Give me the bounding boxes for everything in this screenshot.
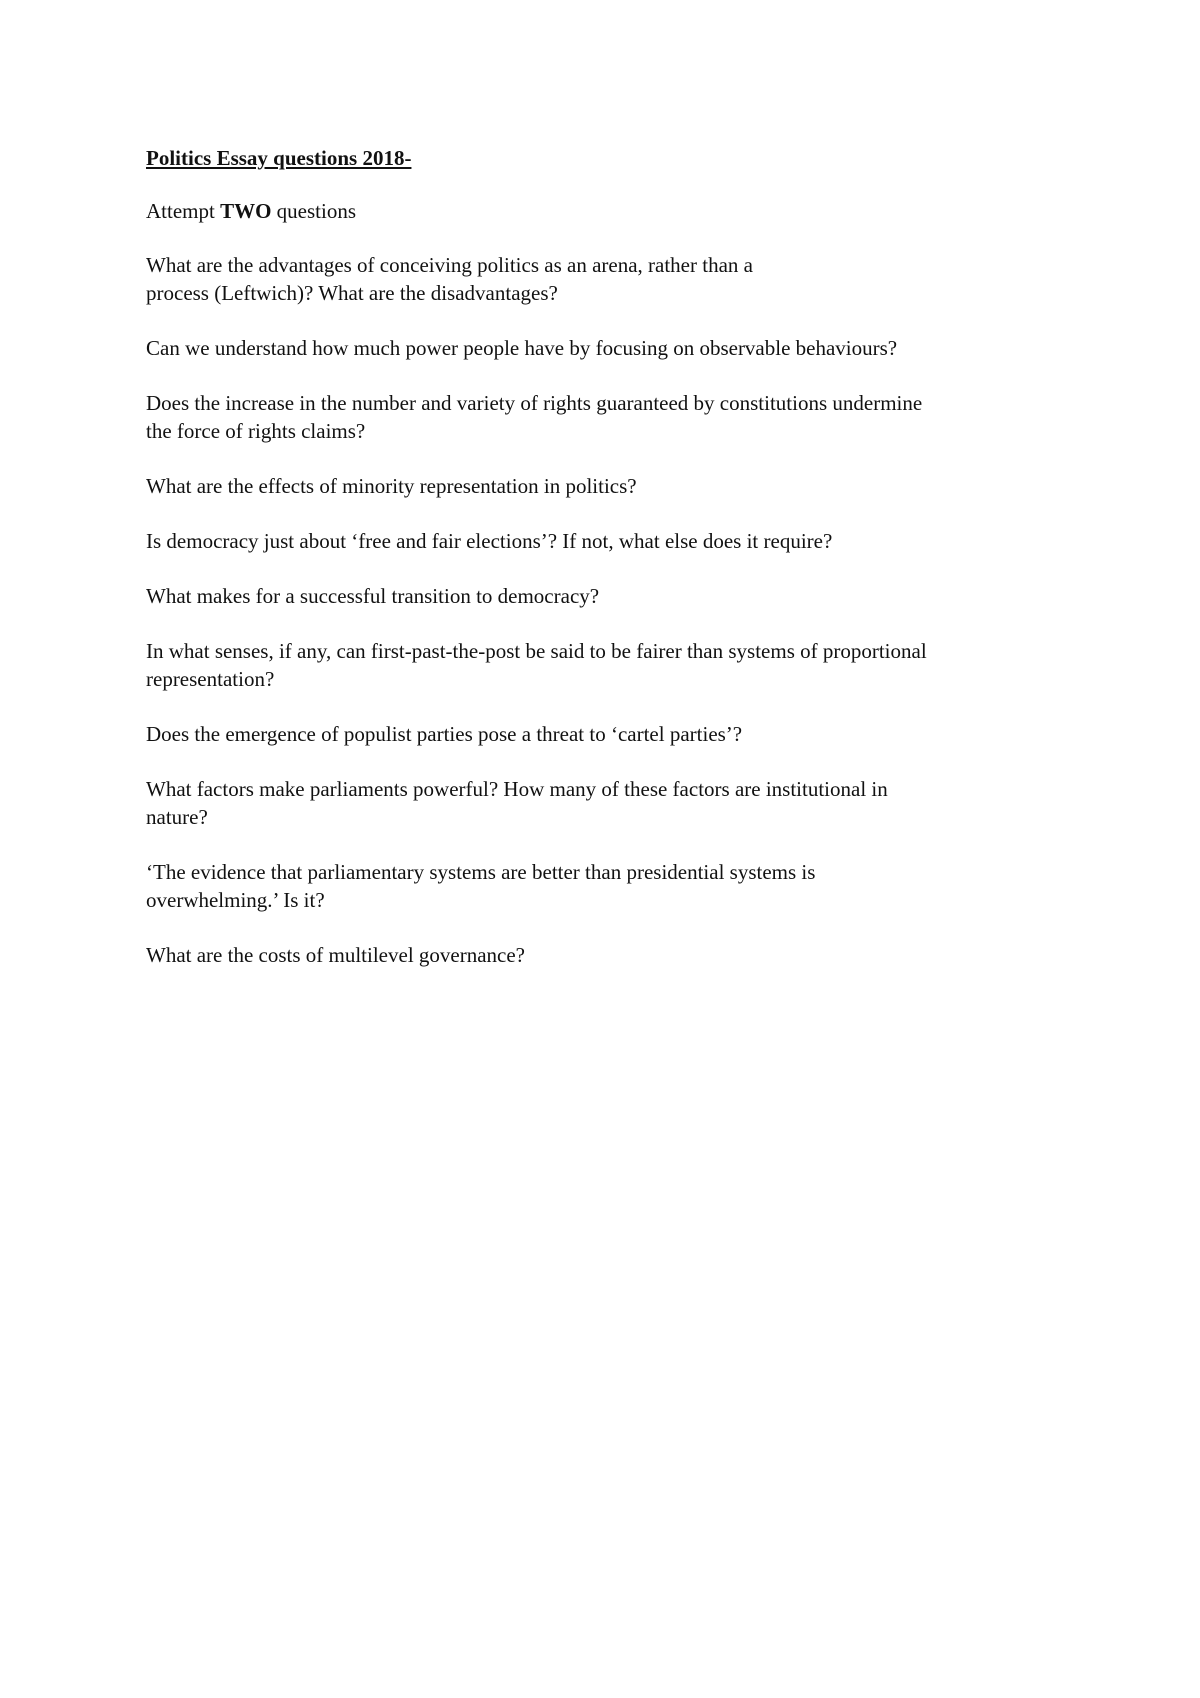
question-1: What are the advantages of conceiving politics as an arena, rather than a process (Leftwich)? What are the disadvantages? [146, 253, 753, 305]
question-5: Is democracy just about ‘free and fair elections’? If not, what else does it require? [146, 529, 833, 553]
question-4: What are the effects of minority representation in politics? [146, 474, 637, 498]
question-10: ‘The evidence that parliamentary systems are better than presidential systems is overwhelming.’ Is it? [146, 860, 816, 912]
question-8: Does the emergence of populist parties pose a threat to ‘cartel parties’? [146, 722, 743, 746]
question-9: What factors make parliaments powerful? How many of these factors are institutional in nature? [146, 777, 888, 829]
instruction-emphasis: TWO [220, 199, 272, 223]
document-page [146, 144, 1086, 996]
question-3: Does the increase in the number and variety of rights guaranteed by constitutions undermine the force of rights claims? [146, 391, 923, 443]
instruction-text [146, 197, 1086, 225]
instruction-prefix: Attempt [146, 199, 221, 223]
question-2: Can we understand how much power people have by focusing on observable behaviours? [146, 336, 898, 360]
question-11: What are the costs of multilevel governance? [146, 943, 526, 967]
document-title: Politics Essay questions 2018- [146, 146, 412, 170]
question-7: In what senses, if any, can first-past-the-post be said to be fairer than systems of proportional representation? [146, 639, 927, 691]
instruction-suffix: questions [271, 199, 357, 223]
question-6: What makes for a successful transition to democracy? [146, 584, 600, 608]
